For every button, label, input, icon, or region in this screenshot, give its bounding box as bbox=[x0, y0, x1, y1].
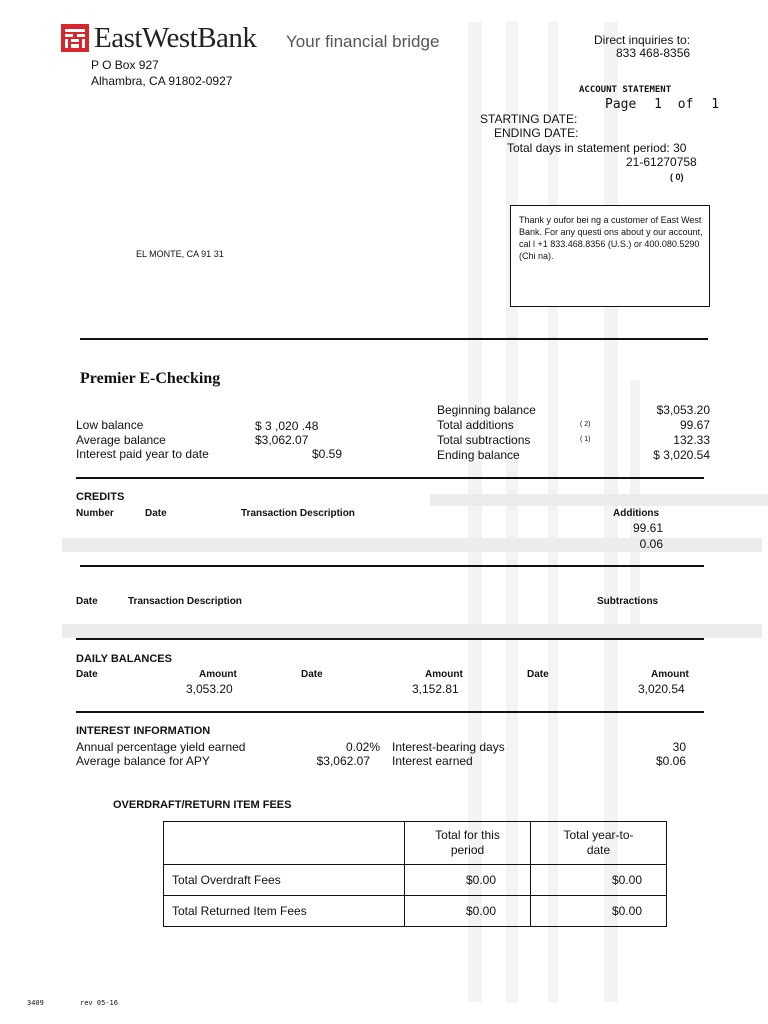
beginning-balance-label: Beginning balance bbox=[437, 403, 536, 417]
customer-city-line: EL MONTE, CA 91 31 bbox=[136, 249, 224, 259]
total-subtractions-label: Total subtractions bbox=[437, 433, 531, 447]
total-additions-count: ( 2) bbox=[580, 421, 591, 428]
page-total: 1 bbox=[711, 97, 720, 112]
daily-col-date: Date bbox=[527, 669, 549, 680]
fees-row-label: Total Returned Item Fees bbox=[164, 896, 405, 927]
section-divider bbox=[76, 477, 704, 479]
daily-balance-amount: 3,053.20 bbox=[186, 682, 233, 696]
total-days-value: 30 bbox=[673, 141, 687, 155]
fees-row-ytd: $0.00 bbox=[531, 896, 667, 927]
ending-balance-value: $ 3,020.54 bbox=[653, 448, 710, 462]
account-number: 21-61270758 bbox=[626, 155, 697, 169]
product-name: Premier E-Checking bbox=[80, 370, 221, 387]
ending-balance-label: Ending balance bbox=[437, 448, 520, 462]
daily-balance-amount: 3,152.81 bbox=[412, 682, 459, 696]
fees-row bbox=[164, 865, 667, 896]
bank-tagline: Your financial bridge bbox=[286, 32, 440, 51]
daily-balance-amount: 3,020.54 bbox=[638, 682, 685, 696]
debits-col-date: Date bbox=[76, 596, 98, 607]
fees-heading: OVERDRAFT/RETURN ITEM FEES bbox=[113, 799, 292, 811]
watermark-band bbox=[62, 624, 762, 638]
statement-code: ( 0) bbox=[670, 172, 684, 182]
total-additions-value: 99.67 bbox=[679, 418, 710, 432]
notice-text: Thank y oufor bei ng a customer of East West Bank. For any questi ons about y our account, cal l +1 833.468.8356 (U.S.) or 400.080.5290 (Chi na). bbox=[519, 215, 703, 261]
beginning-balance-value: $3,053.20 bbox=[656, 403, 710, 417]
form-revision: rev 05-16 bbox=[80, 999, 118, 1007]
fees-col-period: Total for this period bbox=[405, 822, 531, 865]
inquiries-phone: 833 468-8356 bbox=[616, 46, 691, 60]
credits-col-additions: Additions bbox=[613, 508, 660, 519]
fees-table bbox=[163, 821, 667, 927]
daily-col-amount: Amount bbox=[651, 669, 689, 680]
section-divider bbox=[76, 638, 704, 640]
page-indicator bbox=[605, 97, 719, 112]
credit-amount: 99.61 bbox=[632, 521, 663, 535]
total-subtractions-count: ( 1) bbox=[580, 436, 591, 443]
daily-col-amount: Amount bbox=[425, 669, 463, 680]
credits-col-description: Transaction Description bbox=[241, 508, 355, 519]
interest-ytd-label: Interest paid year to date bbox=[76, 447, 209, 461]
debits-col-description: Transaction Description bbox=[128, 596, 242, 607]
form-code: 3409 bbox=[27, 999, 44, 1007]
total-days-label: Total days in statement period: bbox=[507, 141, 670, 155]
fees-row-label: Total Overdraft Fees bbox=[164, 865, 405, 896]
credit-amount: 0.06 bbox=[639, 537, 663, 551]
bank-address-line2: Alhambra, CA 91802-0927 bbox=[91, 74, 233, 88]
bank-name: EastWestBank bbox=[94, 22, 257, 54]
section-divider bbox=[80, 338, 708, 340]
fees-row-period: $0.00 bbox=[405, 896, 531, 927]
page-of: of bbox=[677, 97, 694, 112]
total-subtractions-value: 132.33 bbox=[673, 433, 710, 447]
credits-col-date: Date bbox=[145, 508, 167, 519]
daily-balances-heading: DAILY BALANCES bbox=[76, 653, 172, 665]
interest-earned-value: $0.06 bbox=[655, 754, 686, 768]
interest-days-value: 30 bbox=[672, 740, 686, 754]
credits-col-number: Number bbox=[76, 508, 114, 519]
credits-heading: CREDITS bbox=[76, 491, 125, 503]
page-label: Page bbox=[605, 97, 637, 112]
fees-row-period: $0.00 bbox=[405, 865, 531, 896]
bank-logo-icon bbox=[61, 24, 89, 52]
starting-date-label: STARTING DATE: bbox=[480, 112, 578, 126]
fees-row bbox=[164, 896, 667, 927]
total-days bbox=[507, 141, 686, 155]
avg-balance-value: $3,062.07 bbox=[255, 433, 309, 447]
avg-balance-label: Average balance bbox=[76, 433, 166, 447]
avg-apy-value: $3,062.07 bbox=[316, 754, 370, 768]
interest-ytd-value: $0.59 bbox=[312, 447, 343, 461]
daily-col-date: Date bbox=[76, 669, 98, 680]
ending-date-label: ENDING DATE: bbox=[494, 126, 579, 140]
watermark-band bbox=[430, 494, 768, 506]
low-balance-label: Low balance bbox=[76, 418, 144, 432]
interest-heading: INTEREST INFORMATION bbox=[76, 725, 211, 737]
page-number: 1 bbox=[654, 97, 662, 112]
interest-days-label: Interest-bearing days bbox=[392, 740, 505, 754]
inquiries-label: Direct inquiries to: bbox=[594, 33, 691, 47]
apy-label: Annual percentage yield earned bbox=[76, 740, 246, 754]
section-divider bbox=[76, 711, 704, 713]
interest-earned-label: Interest earned bbox=[392, 754, 473, 768]
apy-value: 0.02% bbox=[345, 740, 380, 754]
total-additions-label: Total additions bbox=[437, 418, 514, 432]
low-balance-value: $ 3 ,020 .48 bbox=[255, 419, 319, 433]
fees-row-ytd: $0.00 bbox=[531, 865, 667, 896]
bank-address-line1: P O Box 927 bbox=[91, 58, 159, 72]
avg-apy-label: Average balance for APY bbox=[76, 754, 210, 768]
daily-col-amount: Amount bbox=[199, 669, 237, 680]
debits-col-subtractions: Subtractions bbox=[597, 596, 659, 607]
statement-title: ACCOUNT STATEMENT bbox=[579, 85, 672, 95]
daily-col-date: Date bbox=[301, 669, 323, 680]
notice-box bbox=[510, 205, 710, 307]
fees-header-row bbox=[164, 822, 667, 865]
section-divider bbox=[80, 565, 704, 567]
fees-col-ytd: Total year-to-date bbox=[531, 822, 667, 865]
